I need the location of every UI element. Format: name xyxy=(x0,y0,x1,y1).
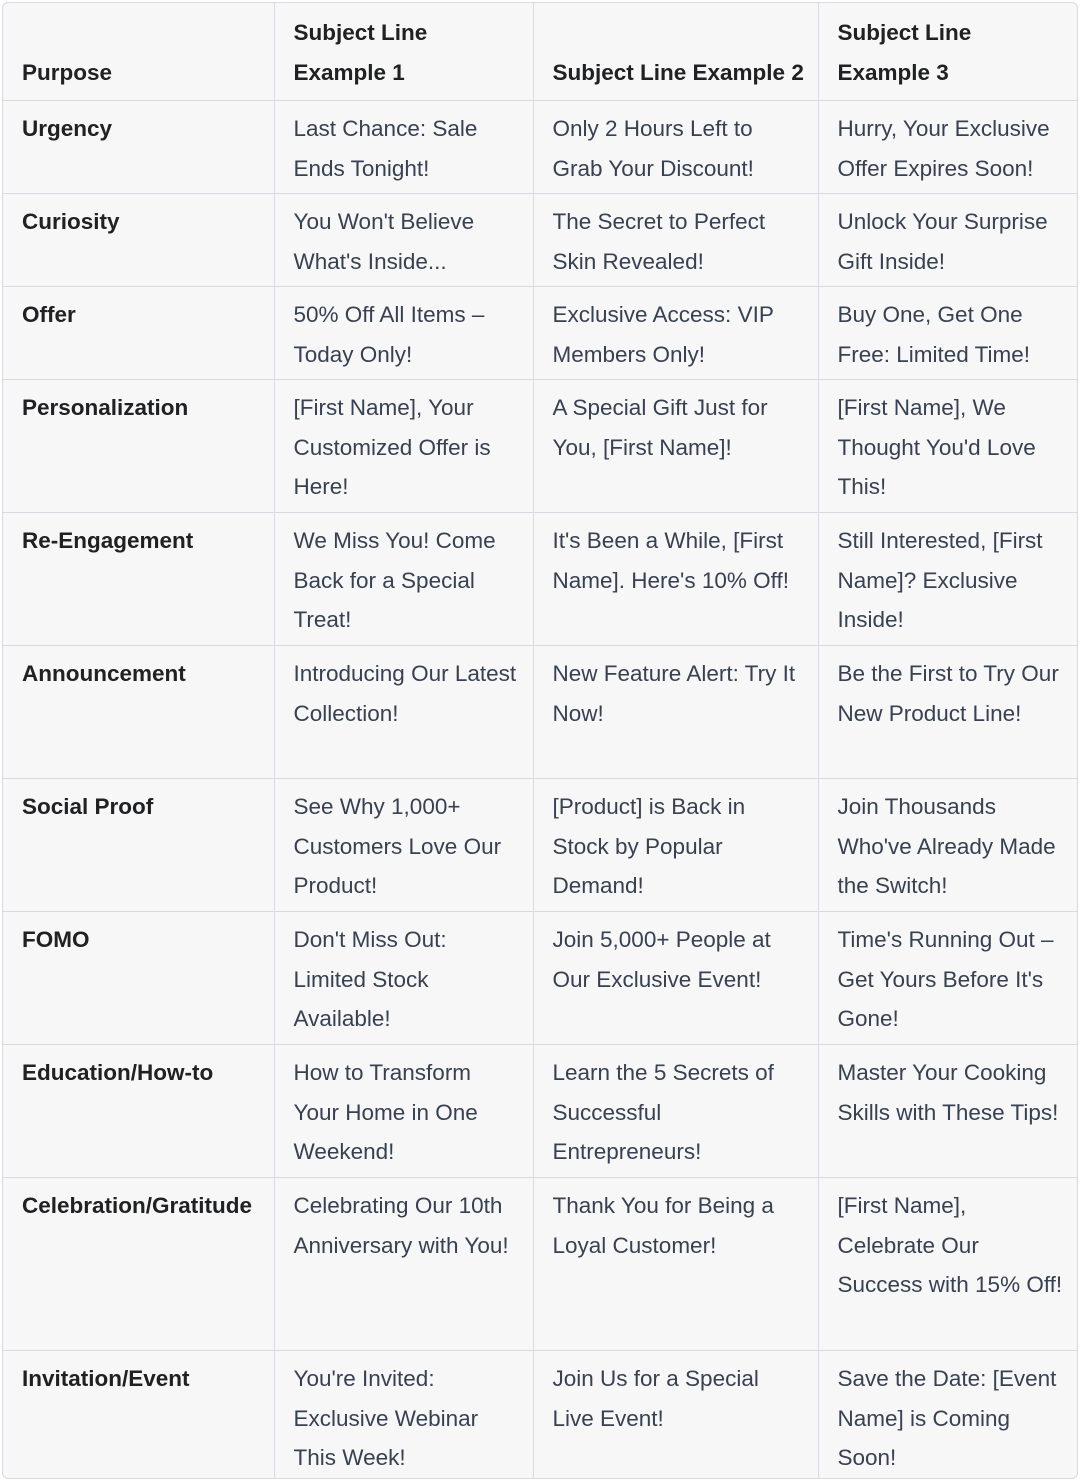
example-3-cell: Hurry, Your Exclusive Offer Expires Soon! xyxy=(818,101,1078,194)
table-row xyxy=(3,779,1078,912)
purpose-cell: Celebration/Gratitude xyxy=(3,1178,274,1351)
header-row xyxy=(3,3,1078,101)
purpose-cell: Offer xyxy=(3,287,274,380)
example-2-cell: It's Been a While, [First Name]. Here's 10% Off! xyxy=(533,513,818,646)
example-2-cell: New Feature Alert: Try It Now! xyxy=(533,646,818,779)
table xyxy=(3,3,1078,1479)
example-2-cell: Join 5,000+ People at Our Exclusive Event! xyxy=(533,912,818,1045)
purpose-cell: Announcement xyxy=(3,646,274,779)
example-3-cell: Join Thousands Who've Already Made the Switch! xyxy=(818,779,1078,912)
example-1-cell: You Won't Believe What's Inside... xyxy=(274,194,533,287)
table-row xyxy=(3,1351,1078,1480)
example-3-cell: Still Interested, [First Name]? Exclusive Inside! xyxy=(818,513,1078,646)
table-row xyxy=(3,1045,1078,1178)
example-2-cell: Exclusive Access: VIP Members Only! xyxy=(533,287,818,380)
example-2-cell: Join Us for a Special Live Event! xyxy=(533,1351,818,1480)
example-1-cell: Don't Miss Out: Limited Stock Available! xyxy=(274,912,533,1045)
example-3-cell: Master Your Cooking Skills with These Tips! xyxy=(818,1045,1078,1178)
example-2-cell: Learn the 5 Secrets of Successful Entrepreneurs! xyxy=(533,1045,818,1178)
example-1-cell: See Why 1,000+ Customers Love Our Product! xyxy=(274,779,533,912)
example-1-cell: Celebrating Our 10th Anniversary with You! xyxy=(274,1178,533,1351)
table-row xyxy=(3,912,1078,1045)
example-3-cell: Time's Running Out – Get Yours Before It's Gone! xyxy=(818,912,1078,1045)
table-row xyxy=(3,380,1078,513)
purpose-cell: Invitation/Event xyxy=(3,1351,274,1480)
purpose-cell: Social Proof xyxy=(3,779,274,912)
purpose-cell: Personalization xyxy=(3,380,274,513)
example-1-cell: How to Transform Your Home in One Weekend! xyxy=(274,1045,533,1178)
example-1-cell: Introducing Our Latest Collection! xyxy=(274,646,533,779)
header-example-2: Subject Line Example 2 xyxy=(533,3,818,101)
header-example-3: Subject Line Example 3 xyxy=(818,3,1078,101)
example-2-cell: Thank You for Being a Loyal Customer! xyxy=(533,1178,818,1351)
example-1-cell: [First Name], Your Customized Offer is Here! xyxy=(274,380,533,513)
table-row xyxy=(3,1178,1078,1351)
example-1-cell: We Miss You! Come Back for a Special Treat! xyxy=(274,513,533,646)
example-3-cell: [First Name], Celebrate Our Success with 15% Off! xyxy=(818,1178,1078,1351)
purpose-cell: Re-Engagement xyxy=(3,513,274,646)
purpose-cell: FOMO xyxy=(3,912,274,1045)
table-row xyxy=(3,646,1078,779)
example-1-cell: 50% Off All Items – Today Only! xyxy=(274,287,533,380)
example-3-cell: Unlock Your Surprise Gift Inside! xyxy=(818,194,1078,287)
example-2-cell: [Product] is Back in Stock by Popular Demand! xyxy=(533,779,818,912)
example-3-cell: [First Name], We Thought You'd Love This! xyxy=(818,380,1078,513)
table-row xyxy=(3,101,1078,194)
example-2-cell: Only 2 Hours Left to Grab Your Discount! xyxy=(533,101,818,194)
example-2-cell: The Secret to Perfect Skin Revealed! xyxy=(533,194,818,287)
example-1-cell: You're Invited: Exclusive Webinar This Week! xyxy=(274,1351,533,1480)
example-3-cell: Buy One, Get One Free: Limited Time! xyxy=(818,287,1078,380)
table-header xyxy=(3,3,1078,101)
example-3-cell: Be the First to Try Our New Product Line! xyxy=(818,646,1078,779)
example-3-cell: Save the Date: [Event Name] is Coming Soon! xyxy=(837,1366,1057,1470)
subject-lines-table xyxy=(2,2,1078,1479)
header-purpose: Purpose xyxy=(3,3,274,101)
example-1-cell: Last Chance: Sale Ends Tonight! xyxy=(274,101,533,194)
purpose-cell: Urgency xyxy=(3,101,274,194)
table-body xyxy=(3,101,1078,1480)
table-row xyxy=(3,194,1078,287)
header-example-1: Subject Line Example 1 xyxy=(274,3,533,101)
table-row xyxy=(3,513,1078,646)
purpose-cell: Curiosity xyxy=(3,194,274,287)
example-2-cell: A Special Gift Just for You, [First Name]! xyxy=(533,380,818,513)
purpose-cell: Education/How-to xyxy=(3,1045,274,1178)
table-row xyxy=(3,287,1078,380)
